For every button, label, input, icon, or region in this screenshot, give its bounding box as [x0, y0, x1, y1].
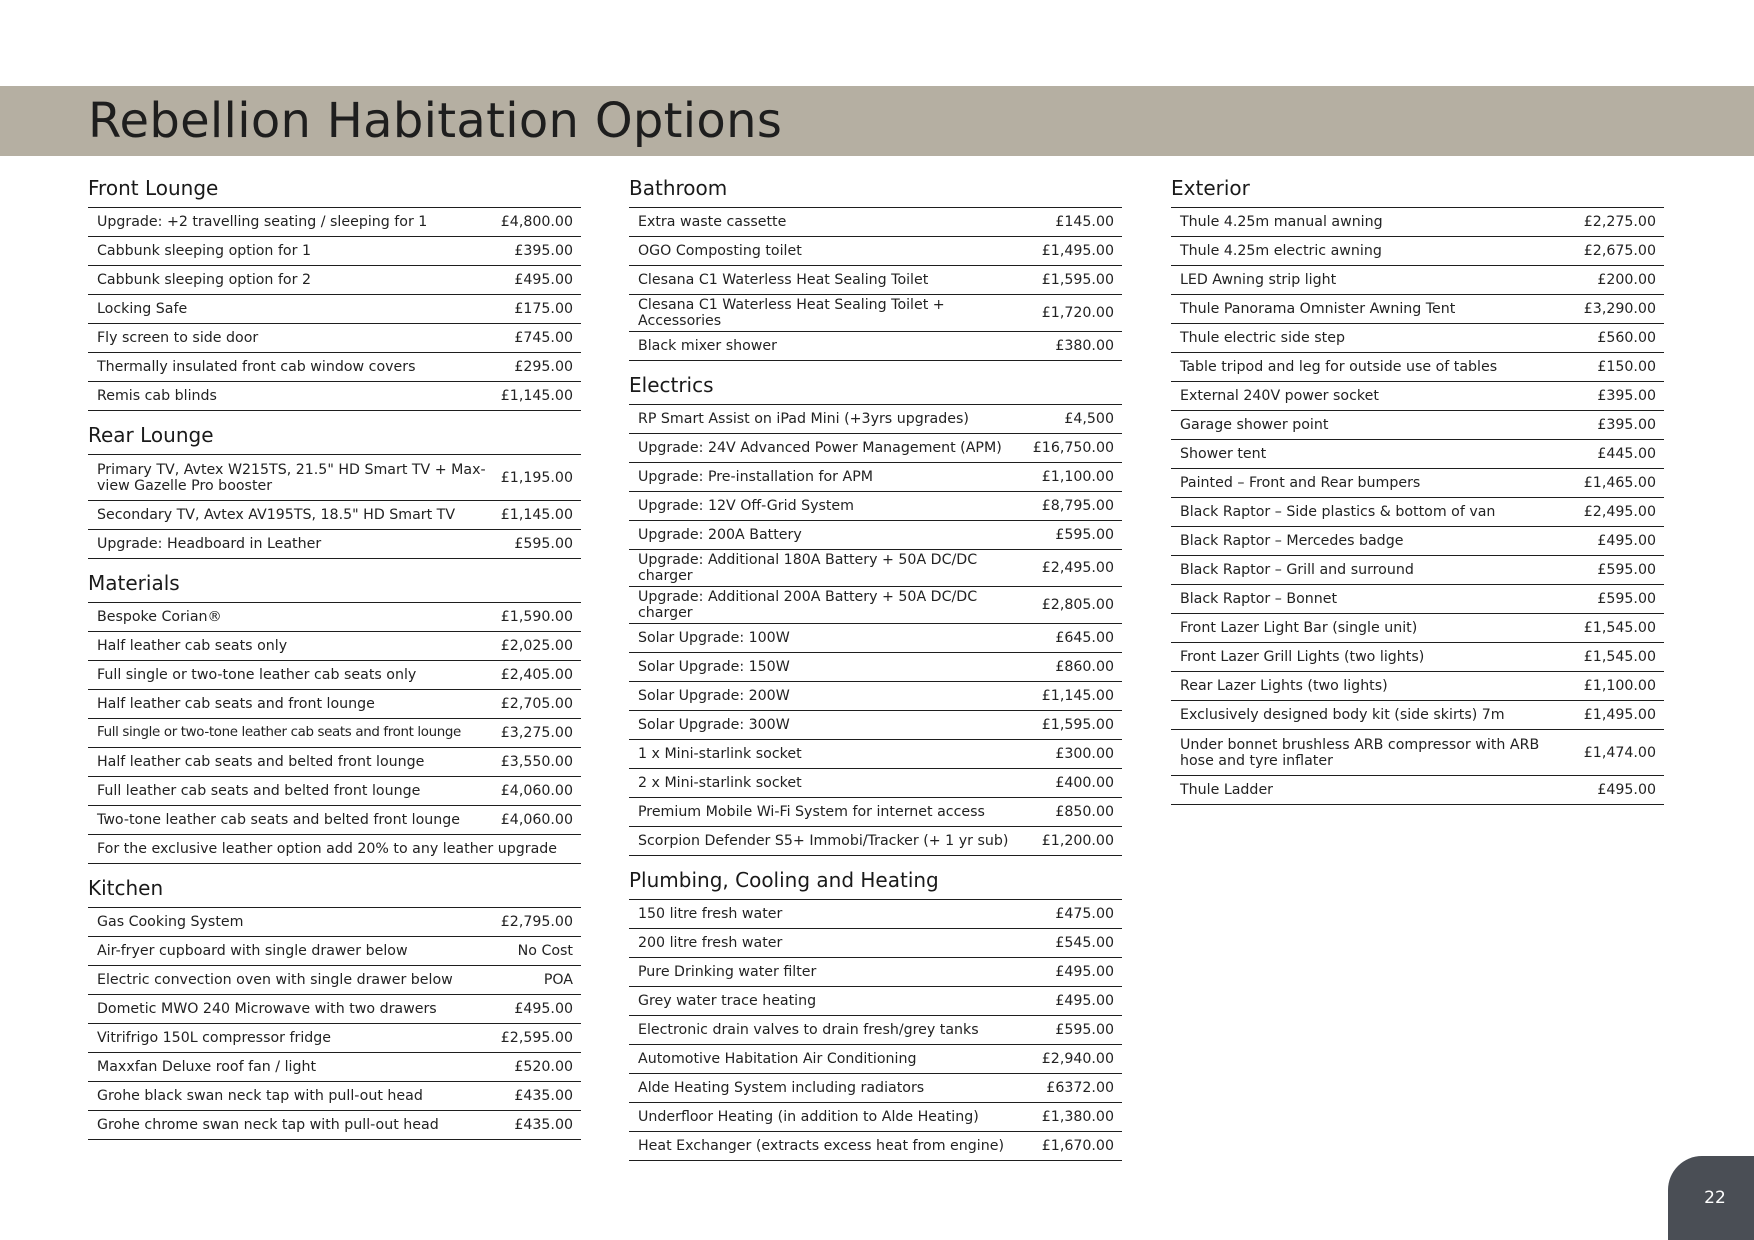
option-row: [88, 661, 581, 690]
option-price: £300.00: [1055, 746, 1114, 762]
option-row: [1171, 730, 1664, 776]
option-name: Automotive Habitation Air Conditioning: [638, 1051, 917, 1067]
section-heading: Rear Lounge: [88, 423, 581, 455]
option-name: LED Awning strip light: [1180, 272, 1337, 288]
option-row: [629, 332, 1122, 361]
section-heading: Plumbing, Cooling and Heating: [629, 868, 1122, 900]
option-name: Pure Drinking water filter: [638, 964, 817, 980]
option-price: £395.00: [1597, 417, 1656, 433]
option-row: [1171, 295, 1664, 324]
option-row: [1171, 585, 1664, 614]
option-price: £745.00: [514, 330, 573, 346]
option-price: £560.00: [1597, 330, 1656, 346]
option-price: POA: [543, 972, 573, 988]
option-name: Vitrifrigo 150L compressor fridge: [97, 1030, 332, 1046]
section-heading: Exterior: [1171, 176, 1664, 208]
option-price: £8,795.00: [1041, 498, 1114, 514]
option-row: [1171, 701, 1664, 730]
section-heading: Front Lounge: [88, 176, 581, 208]
option-name: Painted – Front and Rear bumpers: [1180, 475, 1421, 491]
section-heading: Bathroom: [629, 176, 1122, 208]
option-price: £520.00: [514, 1059, 573, 1075]
option-name: Garage shower point: [1180, 417, 1329, 433]
option-name: Thule 4.25m manual awning: [1180, 214, 1383, 230]
option-price: £175.00: [514, 301, 573, 317]
option-row: [1171, 324, 1664, 353]
option-name: Fly screen to side door: [97, 330, 259, 346]
option-price: £495.00: [514, 1001, 573, 1017]
option-row: [629, 266, 1122, 295]
option-name: Air-fryer cupboard with single drawer below: [97, 943, 408, 959]
option-row: [88, 1024, 581, 1053]
option-name: Full single or two-tone leather cab seats and front lounge: [97, 725, 461, 740]
option-price: £2,495.00: [1041, 560, 1114, 576]
option-name: Half leather cab seats only: [97, 638, 288, 654]
option-price: £6372.00: [1046, 1080, 1114, 1096]
option-row: [1171, 440, 1664, 469]
section-electrics: [629, 373, 1122, 856]
option-price: £4,060.00: [500, 783, 573, 799]
option-row: [629, 1074, 1122, 1103]
section-kitchen: [88, 876, 581, 1140]
option-row: [88, 1082, 581, 1111]
option-name: Clesana C1 Waterless Heat Sealing Toilet: [638, 272, 929, 288]
option-row: [629, 550, 1122, 587]
option-name: External 240V power socket: [1180, 388, 1379, 404]
option-price: £495.00: [1597, 533, 1656, 549]
section-front-lounge: [88, 176, 581, 411]
option-row: [88, 501, 581, 530]
option-price: £1,100.00: [1041, 469, 1114, 485]
option-name: Shower tent: [1180, 446, 1267, 462]
option-price: £1,720.00: [1041, 305, 1114, 321]
option-name: Cabbunk sleeping option for 2: [97, 272, 311, 288]
option-row: [629, 434, 1122, 463]
option-name: Upgrade: 12V Off-Grid System: [638, 498, 854, 514]
option-row: [88, 266, 581, 295]
option-price: £2,795.00: [500, 914, 573, 930]
option-name: Solar Upgrade: 100W: [638, 630, 790, 646]
option-row: [629, 624, 1122, 653]
option-name: RP Smart Assist on iPad Mini (+3yrs upgrades): [638, 411, 969, 427]
option-row: [1171, 382, 1664, 411]
option-row: [629, 987, 1122, 1016]
option-price: £495.00: [1597, 782, 1656, 798]
option-name: Solar Upgrade: 200W: [638, 688, 790, 704]
option-name: Black mixer shower: [638, 338, 777, 354]
option-name: Solar Upgrade: 150W: [638, 659, 790, 675]
option-row: [629, 237, 1122, 266]
option-name: Dometic MWO 240 Microwave with two drawers: [97, 1001, 437, 1017]
option-price: £1,380.00: [1041, 1109, 1114, 1125]
option-row: [1171, 353, 1664, 382]
option-price: £1,595.00: [1041, 272, 1114, 288]
option-row: [88, 353, 581, 382]
option-name: Thermally insulated front cab window covers: [97, 359, 416, 375]
option-row: [1171, 208, 1664, 237]
option-name: Exclusively designed body kit (side skirts) 7m: [1180, 707, 1505, 723]
option-name: Full single or two-tone leather cab seats only: [97, 667, 417, 683]
option-price: £4,500: [1064, 411, 1114, 427]
option-price: £395.00: [514, 243, 573, 259]
option-row: [629, 798, 1122, 827]
option-name: Extra waste cassette: [638, 214, 787, 230]
option-row: [1171, 266, 1664, 295]
option-name: Premium Mobile Wi-Fi System for internet access: [638, 804, 985, 820]
option-price: £1,145.00: [500, 388, 573, 404]
option-name: Thule Panorama Omnister Awning Tent: [1180, 301, 1456, 317]
option-row: [88, 995, 581, 1024]
option-row: [629, 711, 1122, 740]
option-name: Front Lazer Light Bar (single unit): [1180, 620, 1418, 636]
option-name: Under bonnet brushless ARB compressor with ARB hose and tyre inflater: [1180, 736, 1540, 769]
option-row: [629, 740, 1122, 769]
option-price: £400.00: [1055, 775, 1114, 791]
option-price: £1,590.00: [500, 609, 573, 625]
option-price: £2,705.00: [500, 696, 573, 712]
option-row: [629, 492, 1122, 521]
option-price: £1,495.00: [1583, 707, 1656, 723]
option-name: Black Raptor – Grill and surround: [1180, 562, 1414, 578]
option-price: £2,595.00: [500, 1030, 573, 1046]
option-price: £495.00: [514, 272, 573, 288]
option-row: [1171, 672, 1664, 701]
option-name: Upgrade: Additional 200A Battery + 50A DC/DC charger: [638, 589, 978, 621]
option-price: £1,145.00: [1041, 688, 1114, 704]
option-row: [88, 237, 581, 266]
option-row: [629, 405, 1122, 434]
option-row: [1171, 527, 1664, 556]
option-name: Solar Upgrade: 300W: [638, 717, 790, 733]
option-name: Heat Exchanger (extracts excess heat from engine): [638, 1138, 1004, 1154]
option-price: £1,545.00: [1583, 620, 1656, 636]
option-row: [88, 603, 581, 632]
option-row: [88, 1111, 581, 1140]
option-name: Remis cab blinds: [97, 388, 217, 404]
page-title: Rebellion Habitation Options: [88, 93, 783, 149]
option-row: [88, 690, 581, 719]
option-row: [1171, 614, 1664, 643]
option-price: £595.00: [1055, 1022, 1114, 1038]
option-row: [629, 295, 1122, 332]
option-name: Bespoke Corian®: [97, 609, 222, 625]
option-name: Front Lazer Grill Lights (two lights): [1180, 649, 1425, 665]
option-row: [629, 208, 1122, 237]
option-name: Electronic drain valves to drain fresh/grey tanks: [638, 1022, 979, 1038]
option-price: £145.00: [1055, 214, 1114, 230]
option-name: Thule 4.25m electric awning: [1180, 243, 1382, 259]
option-price: £1,465.00: [1583, 475, 1656, 491]
option-name: Thule Ladder: [1180, 782, 1274, 798]
option-name: Black Raptor – Side plastics & bottom of van: [1180, 504, 1496, 520]
option-price: £545.00: [1055, 935, 1114, 951]
option-row: [1171, 237, 1664, 266]
option-row: [88, 748, 581, 777]
option-price: £380.00: [1055, 338, 1114, 354]
option-row: [1171, 411, 1664, 440]
option-name: Half leather cab seats and front lounge: [97, 696, 375, 712]
option-row: [88, 966, 581, 995]
option-name: Table tripod and leg for outside use of tables: [1180, 359, 1498, 375]
option-row: [88, 777, 581, 806]
option-row: [88, 455, 581, 501]
option-price: £475.00: [1055, 906, 1114, 922]
option-row: [1171, 643, 1664, 672]
option-name: Cabbunk sleeping option for 1: [97, 243, 311, 259]
options-column-1: [88, 176, 581, 1152]
option-price: £3,550.00: [500, 754, 573, 770]
option-row: [88, 295, 581, 324]
option-price: £435.00: [514, 1088, 573, 1104]
option-row: [629, 463, 1122, 492]
option-row: [88, 1053, 581, 1082]
section-plumbing-cooling-and-heating: [629, 868, 1122, 1161]
option-row: [1171, 776, 1664, 805]
option-row: [88, 806, 581, 835]
option-price: £595.00: [514, 536, 573, 552]
option-name: Gas Cooking System: [97, 914, 244, 930]
option-name: Upgrade: 200A Battery: [638, 527, 802, 543]
option-price: £3,290.00: [1583, 301, 1656, 317]
option-price: £2,025.00: [500, 638, 573, 654]
option-name: For the exclusive leather option add 20% to any leather upgrade: [97, 841, 558, 857]
option-price: £860.00: [1055, 659, 1114, 675]
options-column-3: [1171, 176, 1664, 817]
option-name: 150 litre fresh water: [638, 906, 783, 922]
option-name: Half leather cab seats and belted front lounge: [97, 754, 425, 770]
option-price: £395.00: [1597, 388, 1656, 404]
option-row: [88, 530, 581, 559]
options-column-2: [629, 176, 1122, 1173]
option-name: Upgrade: 24V Advanced Power Management (APM): [638, 440, 1002, 456]
option-row: [88, 719, 581, 748]
option-price: £1,200.00: [1041, 833, 1114, 849]
option-name: Alde Heating System including radiators: [638, 1080, 925, 1096]
option-row: [88, 908, 581, 937]
option-price: £1,195.00: [500, 469, 573, 486]
section-materials: [88, 571, 581, 864]
option-name: Two-tone leather cab seats and belted front lounge: [97, 812, 461, 828]
option-price: £2,805.00: [1041, 597, 1114, 613]
option-name: Grey water trace heating: [638, 993, 817, 1009]
option-name: Secondary TV, Avtex AV195TS, 18.5" HD Smart TV: [97, 507, 456, 523]
option-row: [629, 1103, 1122, 1132]
option-name: Underfloor Heating (in addition to Alde Heating): [638, 1109, 979, 1125]
option-row: [629, 1045, 1122, 1074]
option-row: [88, 324, 581, 353]
option-note: [88, 835, 581, 864]
option-row: [1171, 469, 1664, 498]
option-name: Electric convection oven with single drawer below: [97, 972, 453, 988]
option-price: £2,495.00: [1583, 504, 1656, 520]
option-price: £1,145.00: [500, 507, 573, 523]
option-price: £16,750.00: [1032, 440, 1114, 456]
option-price: £495.00: [1055, 964, 1114, 980]
option-name: 1 x Mini-starlink socket: [638, 746, 802, 762]
section-heading: Electrics: [629, 373, 1122, 405]
section-heading: Kitchen: [88, 876, 581, 908]
option-name: Grohe chrome swan neck tap with pull-out head: [97, 1117, 439, 1133]
option-row: [1171, 498, 1664, 527]
option-name: Upgrade: +2 travelling seating / sleeping for 1: [97, 214, 428, 230]
option-row: [629, 521, 1122, 550]
option-price: £595.00: [1597, 562, 1656, 578]
section-bathroom: [629, 176, 1122, 361]
option-price: £435.00: [514, 1117, 573, 1133]
option-name: Upgrade: Pre-installation for APM: [638, 469, 873, 485]
option-price: £595.00: [1597, 591, 1656, 607]
option-price: No Cost: [517, 943, 573, 959]
option-row: [1171, 556, 1664, 585]
option-row: [629, 653, 1122, 682]
option-name: Rear Lazer Lights (two lights): [1180, 678, 1388, 694]
option-row: [629, 769, 1122, 798]
option-name: Black Raptor – Mercedes badge: [1180, 533, 1404, 549]
option-price: £1,495.00: [1041, 243, 1114, 259]
option-row: [88, 632, 581, 661]
option-price: £2,405.00: [500, 667, 573, 683]
option-name: Clesana C1 Waterless Heat Sealing Toilet + Accessories: [638, 297, 945, 329]
option-row: [629, 682, 1122, 711]
section-exterior: [1171, 176, 1664, 805]
option-price: £1,545.00: [1583, 649, 1656, 665]
option-row: [629, 900, 1122, 929]
option-price: £150.00: [1597, 359, 1656, 375]
option-price: £4,800.00: [500, 214, 573, 230]
option-row: [88, 937, 581, 966]
option-name: 200 litre fresh water: [638, 935, 783, 951]
option-name: Scorpion Defender S5+ Immobi/Tracker (+ 1 yr sub): [638, 833, 1009, 849]
option-name: OGO Composting toilet: [638, 243, 802, 259]
option-price: £645.00: [1055, 630, 1114, 646]
option-price: £2,940.00: [1041, 1051, 1114, 1067]
option-price: £850.00: [1055, 804, 1114, 820]
option-name: Upgrade: Additional 180A Battery + 50A DC/DC charger: [638, 552, 978, 584]
option-name: Black Raptor – Bonnet: [1180, 591, 1338, 607]
option-price: £445.00: [1597, 446, 1656, 462]
option-name: Upgrade: Headboard in Leather: [97, 536, 322, 552]
option-row: [629, 958, 1122, 987]
option-price: £3,275.00: [500, 725, 573, 741]
option-price: £1,670.00: [1041, 1138, 1114, 1154]
option-price: £2,275.00: [1583, 214, 1656, 230]
option-name: Maxxfan Deluxe roof fan / light: [97, 1059, 317, 1075]
option-row: [629, 587, 1122, 624]
option-row: [88, 208, 581, 237]
page-number: 22: [1668, 1156, 1754, 1240]
option-price: £495.00: [1055, 993, 1114, 1009]
option-name: Primary TV, Avtex W215TS, 21.5" HD Smart TV + Max-view Gazelle Pro booster: [97, 461, 486, 494]
option-row: [88, 382, 581, 411]
option-name: Locking Safe: [97, 301, 188, 317]
section-heading: Materials: [88, 571, 581, 603]
option-name: Full leather cab seats and belted front lounge: [97, 783, 421, 799]
option-price: £295.00: [514, 359, 573, 375]
option-price: £1,474.00: [1583, 744, 1656, 761]
section-rear-lounge: [88, 423, 581, 559]
option-row: [629, 929, 1122, 958]
option-price: £4,060.00: [500, 812, 573, 828]
option-price: £2,675.00: [1583, 243, 1656, 259]
option-price: £1,595.00: [1041, 717, 1114, 733]
option-row: [629, 1132, 1122, 1161]
option-price: £200.00: [1597, 272, 1656, 288]
title-band: [0, 86, 1754, 156]
option-price: £595.00: [1055, 527, 1114, 543]
option-name: Grohe black swan neck tap with pull-out head: [97, 1088, 423, 1104]
option-name: 2 x Mini-starlink socket: [638, 775, 802, 791]
option-row: [629, 827, 1122, 856]
option-price: £1,100.00: [1583, 678, 1656, 694]
option-row: [629, 1016, 1122, 1045]
option-name: Thule electric side step: [1180, 330, 1345, 346]
